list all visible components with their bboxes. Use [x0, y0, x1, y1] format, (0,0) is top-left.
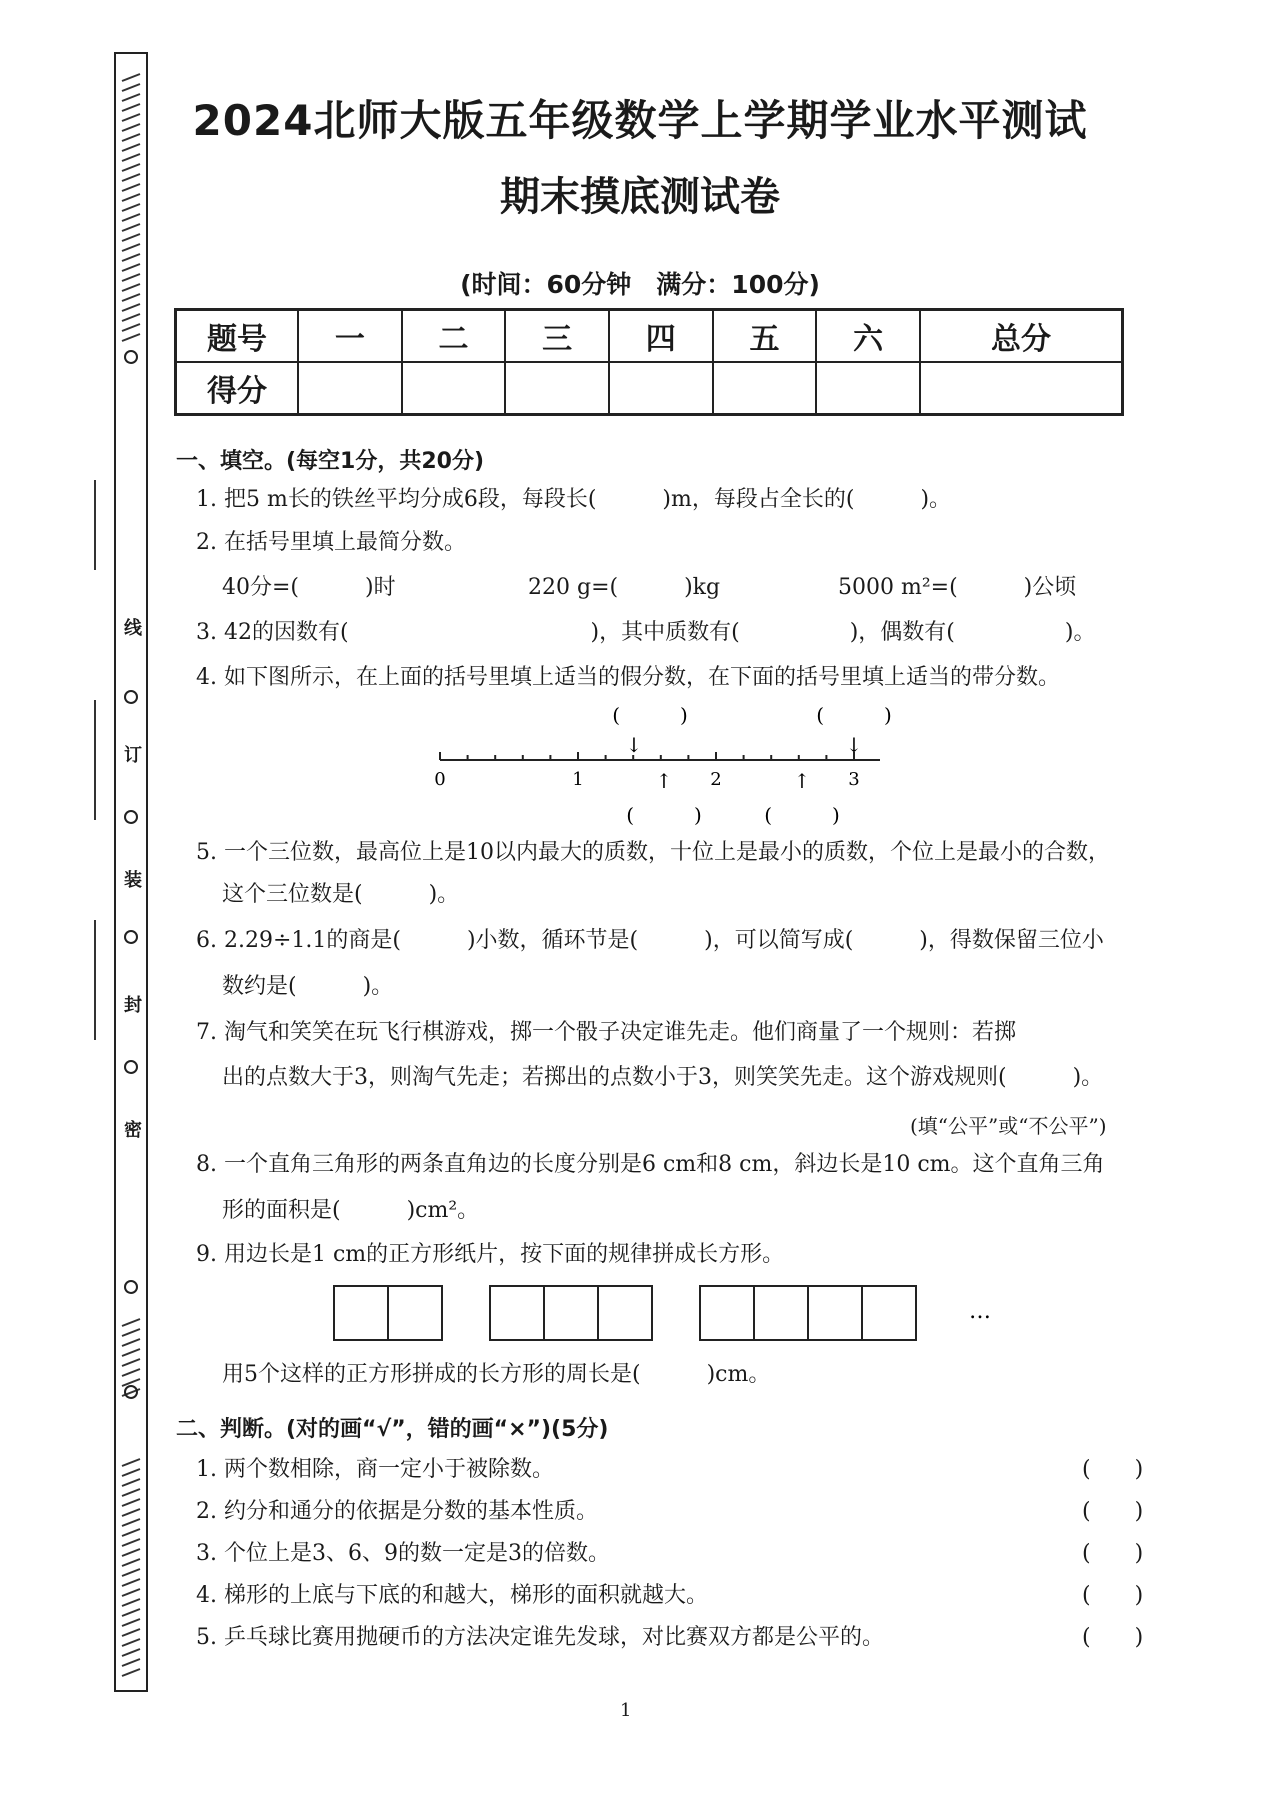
ellipsis: … [969, 1299, 991, 1324]
upper-bracket[interactable]: ( ) [612, 703, 688, 727]
hatch-mark [122, 1569, 140, 1576]
hatch-mark [122, 324, 140, 331]
question-2: 2. 在括号里填上最简分数。 [196, 530, 466, 555]
hatch-mark [122, 134, 140, 141]
side-label-zhuang: 装 [121, 870, 142, 888]
hatch-mark [122, 1579, 140, 1586]
name-write-line [94, 700, 96, 820]
judge-item: 2. 约分和通分的依据是分数的基本性质。 [196, 1499, 598, 1524]
score-cell: 二 [402, 310, 506, 363]
judge-item: 3. 个位上是3、6、9的数一定是3的倍数。 [196, 1541, 610, 1566]
up-arrow-icon: ↑ [655, 769, 673, 793]
hatch-mark [122, 1549, 140, 1556]
hatch-mark [122, 1559, 140, 1566]
unit-square [808, 1286, 862, 1340]
down-arrow-icon: ↓ [625, 733, 643, 757]
binding-circle [124, 1385, 138, 1399]
hatch-mark [122, 1359, 140, 1366]
score-cell: 题号 [176, 310, 299, 363]
number-line-label: 3 [848, 769, 860, 790]
question-6-line1: 6. 2.29÷1.1的商是( )小数，循环节是( )，可以简写成( )，得数保留三位小 [196, 928, 1104, 953]
question-1: 1. 把5 m长的铁丝平均分成6段，每段长( )m，每段占全长的( )。 [196, 487, 952, 512]
hatch-mark [122, 1529, 140, 1536]
time-info: (时间：60分钟 满分：100分) [460, 270, 820, 299]
number-line-figure [420, 700, 900, 840]
score-row-headers [176, 310, 1123, 363]
square-pattern-figure [320, 1278, 1020, 1348]
score-input-cell[interactable] [920, 362, 1123, 415]
score-cell: 一 [298, 310, 402, 363]
hatch-mark [122, 1499, 140, 1506]
hatch-mark [122, 74, 140, 81]
hatch-mark [122, 1619, 140, 1626]
hatch-mark [122, 94, 140, 101]
section1-heading: 一、填空。(每空1分，共20分) [176, 449, 485, 474]
hatch-mark [122, 1509, 140, 1516]
question-4: 4. 如下图所示，在上面的括号里填上适当的假分数，在下面的括号里填上适当的带分数。 [196, 665, 1060, 690]
binding-circle [124, 1280, 138, 1294]
question-7-note: (填“公平”或“不公平”) [910, 1114, 1107, 1138]
question-3: 3. 42的因数有( )，其中质数有( )，偶数有( )。 [196, 620, 1096, 645]
question-6-line2: 数约是( )。 [222, 974, 394, 999]
side-label-xian: 线 [121, 618, 142, 636]
hatch-mark [122, 174, 140, 181]
hatch-mark [122, 1459, 140, 1466]
section2-heading: 二、判断。(对的画“√”，错的画“×”)(5分) [176, 1417, 609, 1442]
hatch-mark [122, 1539, 140, 1546]
binding-circle [124, 930, 138, 944]
page-subtitle: 期末摸底测试卷 [500, 174, 780, 220]
hatch-mark [122, 1599, 140, 1606]
hatch-mark [122, 164, 140, 171]
hatch-mark [122, 1479, 140, 1486]
hatch-mark [122, 144, 140, 151]
hatch-mark [122, 214, 140, 221]
unit-square [700, 1286, 754, 1340]
hatch-mark [122, 1339, 140, 1346]
unit-square [544, 1286, 598, 1340]
side-label-feng: 封 [121, 995, 142, 1013]
score-cell: 六 [816, 310, 920, 363]
judge-item: 4. 梯形的上底与下底的和越大，梯形的面积就越大。 [196, 1583, 708, 1608]
question-7-line2: 出的点数大于3，则淘气先走；若掷出的点数小于3，则笑笑先走。这个游戏规则( )。 [222, 1065, 1104, 1090]
hatch-mark [122, 104, 140, 111]
question-9-ask: 用5个这样的正方形拼成的长方形的周长是( )cm。 [222, 1362, 771, 1387]
hatch-mark [122, 1649, 140, 1656]
hatch-mark [122, 274, 140, 281]
judge-item: 5. 乒乓球比赛用抛硬币的方法决定谁先发球，对比赛双方都是公平的。 [196, 1625, 884, 1650]
hatch-mark [122, 114, 140, 121]
hatch-mark [122, 1609, 140, 1616]
hatch-mark [122, 314, 140, 321]
score-input-cell[interactable] [402, 362, 506, 415]
hatch-mark [122, 124, 140, 131]
hatch-mark [122, 1349, 140, 1356]
hatch-mark [122, 284, 140, 291]
score-cell: 得分 [176, 362, 299, 415]
score-input-cell[interactable] [609, 362, 713, 415]
hatch-mark [122, 204, 140, 211]
unit-square [754, 1286, 808, 1340]
question-2-a: 40分=( )时 [222, 575, 396, 600]
score-table [174, 308, 1124, 416]
question-7-line1: 7. 淘气和笑笑在玩飞行棋游戏，掷一个骰子决定谁先走。他们商量了一个规则：若掷 [196, 1020, 1016, 1045]
judge-answer-bracket[interactable]: ( ) [1082, 1457, 1144, 1482]
lower-bracket[interactable]: ( ) [764, 803, 840, 827]
hatch-mark [122, 84, 140, 91]
number-line-label: 0 [434, 769, 446, 790]
hatch-mark [122, 1329, 140, 1336]
hatch-mark [122, 334, 140, 341]
score-cell: 总分 [920, 310, 1123, 363]
hatch-mark [122, 184, 140, 191]
score-input-cell[interactable] [713, 362, 817, 415]
side-label-mi: 密 [121, 1120, 142, 1138]
score-input-cell[interactable] [816, 362, 920, 415]
up-arrow-icon: ↑ [793, 769, 811, 793]
hatch-mark [122, 1489, 140, 1496]
hatch-mark [122, 254, 140, 261]
hatch-mark [122, 1589, 140, 1596]
binding-circle [124, 350, 138, 364]
score-cell: 五 [713, 310, 817, 363]
unit-square [862, 1286, 916, 1340]
binding-circle [124, 1060, 138, 1074]
name-write-line [94, 480, 96, 570]
question-9: 9. 用边长是1 cm的正方形纸片，按下面的规律拼成长方形。 [196, 1242, 785, 1267]
hatch-mark [122, 1659, 140, 1666]
binding-circle [124, 690, 138, 704]
upper-bracket[interactable]: ( ) [816, 703, 892, 727]
score-input-cell[interactable] [298, 362, 402, 415]
judge-answer-bracket[interactable]: ( ) [1082, 1499, 1144, 1524]
question-8-line2: 形的面积是( )cm²。 [222, 1198, 480, 1223]
hatch-mark [122, 1639, 140, 1646]
hatch-mark [122, 1469, 140, 1476]
page-number: 1 [620, 1700, 632, 1721]
side-label-ding: 订 [121, 745, 142, 763]
hatch-mark [122, 1319, 140, 1326]
binding-circle [124, 810, 138, 824]
judge-answer-bracket[interactable]: ( ) [1082, 1625, 1144, 1650]
number-line-label: 2 [710, 769, 722, 790]
judge-answer-bracket[interactable]: ( ) [1082, 1541, 1144, 1566]
score-cell: 四 [609, 310, 713, 363]
score-cell: 三 [505, 310, 609, 363]
score-row-values [176, 362, 1123, 415]
hatch-mark [122, 154, 140, 161]
judge-answer-bracket[interactable]: ( ) [1082, 1583, 1144, 1608]
score-input-cell[interactable] [505, 362, 609, 415]
question-5-line2: 这个三位数是( )。 [222, 882, 460, 907]
lower-bracket[interactable]: ( ) [626, 803, 702, 827]
unit-square [598, 1286, 652, 1340]
down-arrow-icon: ↓ [845, 733, 863, 757]
question-8-line1: 8. 一个直角三角形的两条直角边的长度分别是6 cm和8 cm，斜边长是10 cm。这个直角三角 [196, 1152, 1105, 1177]
hatch-mark [122, 1519, 140, 1526]
question-5-line1: 5. 一个三位数，最高位上是10以内最大的质数，十位上是最小的质数，个位上是最小的合数， [196, 840, 1110, 865]
hatch-mark [122, 1369, 140, 1376]
hatch-mark [122, 264, 140, 271]
question-2-c: 5000 m²=( )公顷 [838, 575, 1077, 600]
hatch-mark [122, 194, 140, 201]
unit-square [388, 1286, 442, 1340]
hatch-mark [122, 1629, 140, 1636]
hatch-mark [122, 304, 140, 311]
hatch-mark [122, 224, 140, 231]
unit-square [490, 1286, 544, 1340]
hatch-mark [122, 294, 140, 301]
question-2-b: 220 g=( )kg [528, 575, 721, 600]
name-write-line [94, 920, 96, 1040]
number-line-label: 1 [572, 769, 584, 790]
hatch-mark [122, 1669, 140, 1676]
hatch-mark [122, 234, 140, 241]
page-title: 2024北师大版五年级数学上学期学业水平测试 [192, 96, 1088, 145]
unit-square [334, 1286, 388, 1340]
judge-item: 1. 两个数相除，商一定小于被除数。 [196, 1457, 554, 1482]
hatch-mark [122, 244, 140, 251]
